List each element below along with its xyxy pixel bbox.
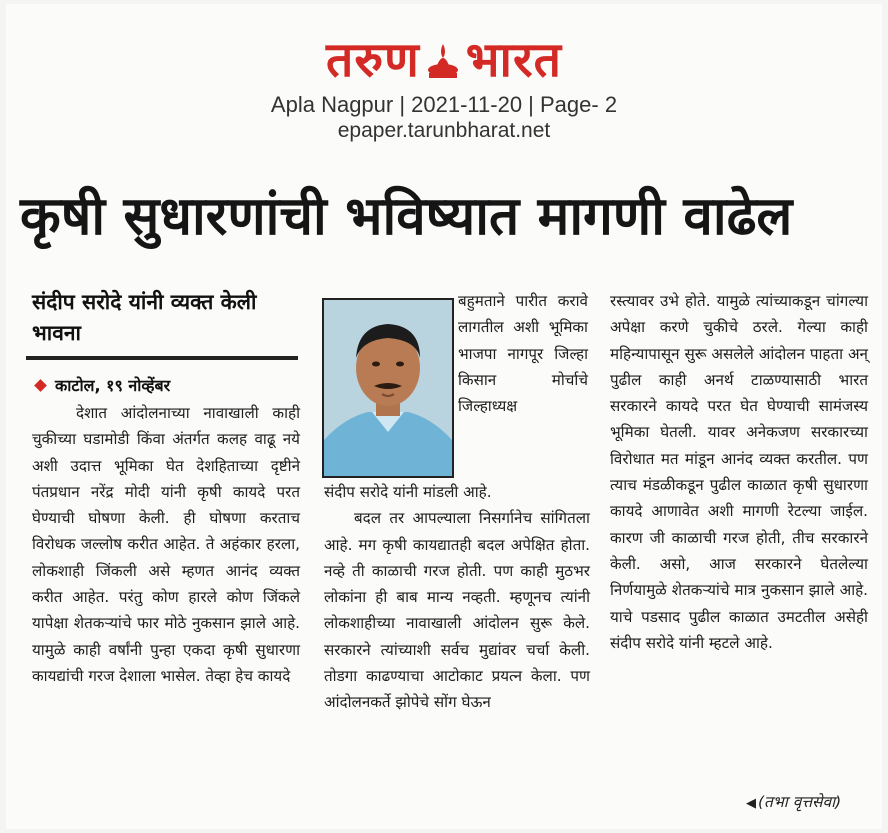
left-triangle-icon: ◀ xyxy=(746,796,756,811)
brand-right: भारत xyxy=(465,32,562,88)
column-1 xyxy=(32,400,300,689)
article-headline: कृषी सुधारणांची भविष्यात मागणी वाढेल xyxy=(20,186,793,247)
dateline xyxy=(36,374,170,396)
article-byline: संदीप सरोदे यांनी व्यक्त केली भावना xyxy=(32,290,257,345)
edition-meta: Apla Nagpur | 2021-11-20 | Page- 2 xyxy=(270,92,618,117)
column-2-p1-end: संदीप सरोदे यांनी मांडली आहे. xyxy=(324,483,492,501)
column-2 xyxy=(324,479,590,716)
brand-logo xyxy=(326,32,562,88)
masthead xyxy=(6,32,882,88)
column-2-top-text: बहुमताने पारीत करावे लागतील अशी भूमिका भाजपा नागपूर जिल्हा किसान मोर्चाचे जिल्हाध्यक्ष xyxy=(458,292,588,416)
newspaper-page xyxy=(6,4,882,829)
signoff xyxy=(746,790,841,812)
byline-divider xyxy=(26,356,298,360)
brand-left: तरुण xyxy=(326,32,420,88)
lamp-emblem-icon xyxy=(426,40,460,80)
column-3-text: रस्त्यावर उभे होते. यामुळे त्यांच्याकडून चांगल्या अपेक्षा करणे चुकीचे ठरले. गेल्या काही महिन्यापासून सुरू असलेले आंदोलन पाहता अन् पुढील काही अनर्थ टाळण्यासाठी भारत सरकारने कायदे परत घेत घेण्याची सामंजस्य भूमिका घेतली. यावर अनेकजण सरकारच्या विरोधात मत मांडून आनंद व्यक्त करतील. पण त्याच मंडळीकडून पुढील काळात कृषी सुधारणा कायदे आणावेत अशी मागणी रेटल्या जाईल. कारण जी काळाची गरज होती, तीच सरकारने केली. असो, आज सरकारने घेतलेल्या निर्णयामुळे शेतकऱ्यांचे मात्र नुकसान झाले आहे. याचे पडसाद पुढील काळात उमटतील असेही संदीप सरोदे यांनी म्हटले आहे. xyxy=(610,292,868,652)
column-2-top xyxy=(458,288,588,419)
column-1-text: देशात आंदोलनाच्या नावाखाली काही चुकीच्या घडामोडी किंवा अंतर्गत कलह वाढू नये अशी उदात्त भूमिका घेत देशहिताच्या दृष्टीने पंतप्रधान नरेंद्र मोदी यांनी कृषी कायदे परत घेण्याची घोषणा केली. ही घोषणा करताच विरोधक जल्लोष करीत आहेत. ते अहंकार हरला, लोकशाही जिंकली असे म्हणत आनंद व्यक्त करीत आहेत. परंतु कोण हारले कोण जिंकले यापेक्षा शेतकऱ्यांचे फार मोठे नुकसान झाले आहे. यामुळे काही वर्षांनी पुन्हा एकदा कृषी सुधारणा कायद्यांची गरज देशाला भासेल. तेव्हा हेच कायदे xyxy=(32,404,300,685)
red-diamond-icon xyxy=(34,379,47,392)
column-3 xyxy=(610,288,868,656)
epaper-url: epaper.tarunbharat.net xyxy=(337,119,551,142)
portrait-photo xyxy=(322,298,454,478)
signoff-text: (तभा वृत्तसेवा) xyxy=(758,793,842,811)
column-2-paragraph: बदल तर आपल्याला निसर्गानेच सांगितला आहे. मग कृषी कायद्यातही बदल अपेक्षित होता. नव्हे ती काळाची गरज होती. पण काही मुठभर लोकांना ही बाब मान्य नव्हती. म्हणूनच त्यांनी लोकशाहीच्या नावाखाली आंदोलन सुरू केले. सरकारने त्यांच्याशी सर्वच मुद्यांवर चर्चा केली. तोडगा काढण्याचा आटोकाट प्रयत्न केला. पण आंदोलनकर्ते झोपेचे सोंग घेऊन xyxy=(324,509,590,712)
dateline-text: काटोल, १९ नोव्हेंबर xyxy=(55,376,171,395)
